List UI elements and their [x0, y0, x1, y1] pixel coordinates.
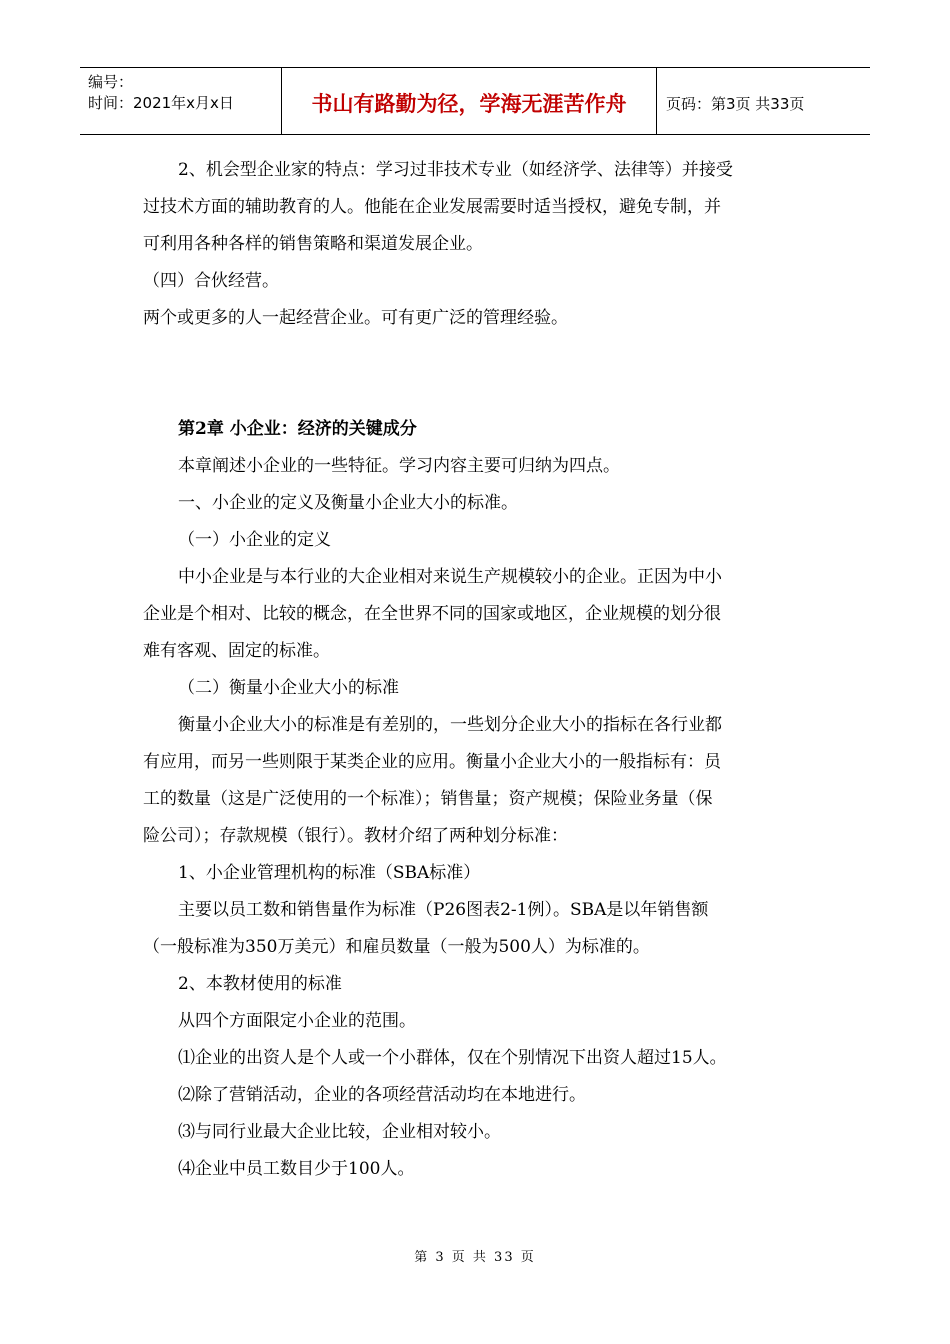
paragraph-line: 主要以员工数和销售量作为标准（P26图表2-1例）。SBA是以年销售额: [178, 900, 709, 920]
document-date-label: 时间：2021年x月x日: [88, 94, 234, 112]
subsection-heading: （二）衡量小企业大小的标准: [178, 678, 399, 698]
document-header: [80, 67, 870, 135]
list-heading: 1、小企业管理机构的标准（SBA标准）: [178, 863, 481, 883]
paragraph-line: 衡量小企业大小的标准是有差别的，一些划分企业大小的指标在各行业都: [178, 715, 722, 735]
paragraph-line: 有应用，而另一些则限于某类企业的应用。衡量小企业大小的一般指标有：员: [143, 752, 721, 772]
paragraph-line: 两个或更多的人一起经营企业。可有更广泛的管理经验。: [143, 308, 568, 328]
document-number-label: 编号：: [88, 73, 134, 91]
header-page-info: 页码：第3页 共33页: [666, 94, 805, 113]
subsection-heading: （一）小企业的定义: [178, 530, 331, 550]
list-item: ⑶与同行业最大企业比较，企业相对较小。: [178, 1122, 501, 1142]
paragraph-line: 企业是个相对、比较的概念，在全世界不同的国家或地区，企业规模的划分很: [143, 604, 721, 624]
spacer: [143, 337, 811, 411]
paragraph-line: 险公司）；存款规模（银行）。教材介绍了两种划分标准：: [143, 826, 568, 846]
list-item: ⑴企业的出资人是个人或一个小群体，仅在个别情况下出资人超过15人。: [178, 1048, 727, 1068]
paragraph-line: 可利用各种各样的销售策略和渠道发展企业。: [143, 234, 483, 254]
chapter-title: 第2章 小企业：经济的关键成分: [178, 419, 417, 439]
section-heading: 一、小企业的定义及衡量小企业大小的标准。: [178, 493, 518, 513]
paragraph-line: 中小企业是与本行业的大企业相对来说生产规模较小的企业。正因为中小: [178, 567, 722, 587]
paragraph-line: 从四个方面限定小企业的范围。: [178, 1011, 416, 1031]
list-heading: 2、本教材使用的标准: [178, 974, 342, 994]
paragraph-line: 本章阐述小企业的一些特征。学习内容主要可归纳为四点。: [178, 456, 620, 476]
header-meta: [80, 68, 282, 134]
section-heading: （四）合伙经营。: [143, 271, 279, 291]
document-body: [143, 152, 811, 1188]
list-item: ⑷企业中员工数目少于100人。: [178, 1159, 415, 1179]
paragraph-line: 过技术方面的辅助教育的人。他能在企业发展需要时适当授权，避免专制，并: [143, 197, 721, 217]
paragraph-line: （一般标准为350万美元）和雇员数量（一般为500人）为标准的。: [143, 937, 650, 957]
page-footer: 第 3 页 共 33 页: [414, 1250, 536, 1265]
paragraph-line: 工的数量（这是广泛使用的一个标准）；销售量；资产规模；保险业务量（保: [143, 789, 713, 809]
list-item: ⑵除了营销活动，企业的各项经营活动均在本地进行。: [178, 1085, 586, 1105]
paragraph-line: 难有客观、固定的标准。: [143, 641, 330, 661]
paragraph-line: 2、机会型企业家的特点：学习过非技术专业（如经济学、法律等）并接受: [178, 160, 733, 180]
header-motto: 书山有路勤为径，学海无涯苦作舟: [282, 68, 657, 134]
